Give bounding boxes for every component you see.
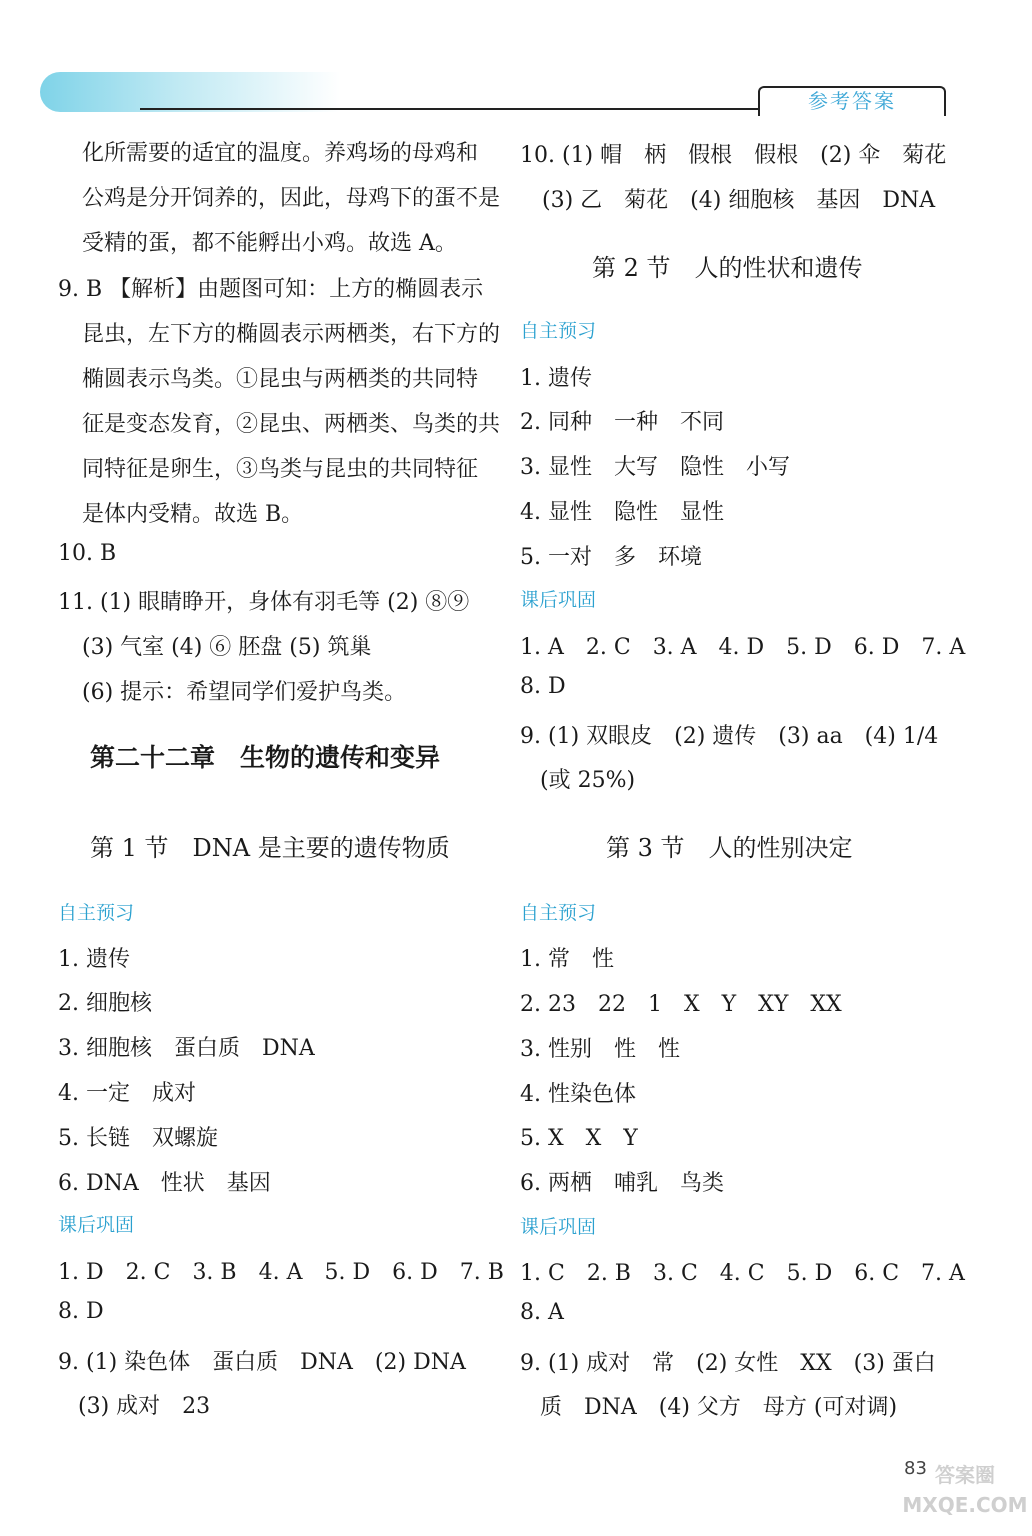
text-line: 受精的蛋，都不能孵出小鸡。故选 A。 <box>82 231 457 256</box>
list-item: 4. 一定 成对 <box>58 1081 196 1106</box>
answer-tab <box>758 86 946 116</box>
list-item: 4. 显性 隐性 显性 <box>520 500 724 525</box>
list-item: 9. (1) 双眼皮 (2) 遗传 (3) aa (4) 1/4 <box>520 724 939 749</box>
list-item: 9. (1) 染色体 蛋白质 DNA (2) DNA <box>58 1350 466 1375</box>
preview-label: 自主预习 <box>58 902 135 924</box>
list-item: 2. 23 22 1 X Y XY XX <box>520 992 842 1017</box>
section-title: 第 2 节 人的性状和遗传 <box>592 254 863 282</box>
preview-label: 自主预习 <box>520 902 597 924</box>
list-item: 6. DNA 性状 基因 <box>58 1171 271 1196</box>
list-item: (或 25%) <box>540 768 636 793</box>
list-item: 4. 性染色体 <box>520 1082 636 1107</box>
list-item: 1. 遗传 <box>520 366 592 391</box>
list-item: 3. 细胞核 蛋白质 DNA <box>58 1036 315 1061</box>
page-number: 83 <box>904 1458 927 1479</box>
list-item: 3. 性别 性 性 <box>520 1037 680 1062</box>
text-line: 10. (1) 帽 柄 假根 假根 (2) 伞 菊花 <box>520 143 947 168</box>
list-item: 9. (1) 成对 常 (2) 女性 XX (3) 蛋白 <box>520 1351 936 1376</box>
list-item: 5. 长链 双螺旋 <box>58 1126 218 1151</box>
chapter-title: 第二十二章 生物的遗传和变异 <box>90 743 441 772</box>
list-item: 5. 一对 多 环境 <box>520 545 702 570</box>
text-line: 11. (1) 眼睛睁开，身体有羽毛等 (2) ⑧⑨ <box>58 590 470 615</box>
list-item: 1. 常 性 <box>520 947 614 972</box>
text-line: 10. B <box>58 541 117 566</box>
list-item: 2. 细胞核 <box>58 991 152 1016</box>
text-line: 9. B 【解析】由题图可知：上方的椭圆表示 <box>58 277 484 302</box>
list-item: 1. D 2. C 3. B 4. A 5. D 6. D 7. B <box>58 1260 504 1285</box>
list-item: 3. 显性 大写 隐性 小写 <box>520 455 790 480</box>
review-label: 课后巩固 <box>520 1216 597 1238</box>
text-line: 同特征是卵生，③鸟类与昆虫的共同特征 <box>82 457 479 482</box>
review-label: 课后巩固 <box>58 1214 135 1236</box>
text-line: 是体内受精。故选 B。 <box>82 502 304 527</box>
text-line: 昆虫，左下方的椭圆表示两栖类，右下方的 <box>82 322 501 347</box>
list-item: 8. D <box>58 1299 104 1324</box>
section-title: 第 3 节 人的性别决定 <box>606 834 853 862</box>
header-rule <box>140 108 760 110</box>
list-item: 1. C 2. B 3. C 4. C 5. D 6. C 7. A <box>520 1261 965 1286</box>
answer-tab-label: 参考答案 <box>808 89 896 113</box>
text-line: 公鸡是分开饲养的，因此，母鸡下的蛋不是 <box>82 186 501 211</box>
text-line: (3) 乙 菊花 (4) 细胞核 基因 DNA <box>542 188 936 213</box>
review-label: 课后巩固 <box>520 589 597 611</box>
list-item: 6. 两栖 哺乳 鸟类 <box>520 1171 724 1196</box>
text-line: 化所需要的适宜的温度。养鸡场的母鸡和 <box>82 141 479 166</box>
list-item: 质 DNA (4) 父方 母方 (可对调) <box>540 1395 898 1420</box>
preview-label: 自主预习 <box>520 320 597 342</box>
header-banner <box>40 72 340 112</box>
text-line: (3) 气室 (4) ⑥ 胚盘 (5) 筑巢 <box>82 635 372 660</box>
text-line: (6) 提示：希望同学们爱护鸟类。 <box>82 680 407 705</box>
section-title: 第 1 节 DNA 是主要的遗传物质 <box>90 834 450 862</box>
list-item: 8. A <box>520 1300 564 1325</box>
list-item: (3) 成对 23 <box>78 1394 211 1419</box>
list-item: 5. X X Y <box>520 1126 638 1151</box>
list-item: 2. 同种 一种 不同 <box>520 410 724 435</box>
watermark-logo: 答案圈 MXQE.COM <box>902 1463 1028 1517</box>
page-header <box>0 0 1032 120</box>
list-item: 8. D <box>520 674 566 699</box>
list-item: 1. 遗传 <box>58 947 130 972</box>
list-item: 1. A 2. C 3. A 4. D 5. D 6. D 7. A <box>520 635 966 660</box>
text-line: 征是变态发育，②昆虫、两栖类、鸟类的共 <box>82 412 501 437</box>
text-line: 椭圆表示鸟类。①昆虫与两栖类的共同特 <box>82 367 479 392</box>
